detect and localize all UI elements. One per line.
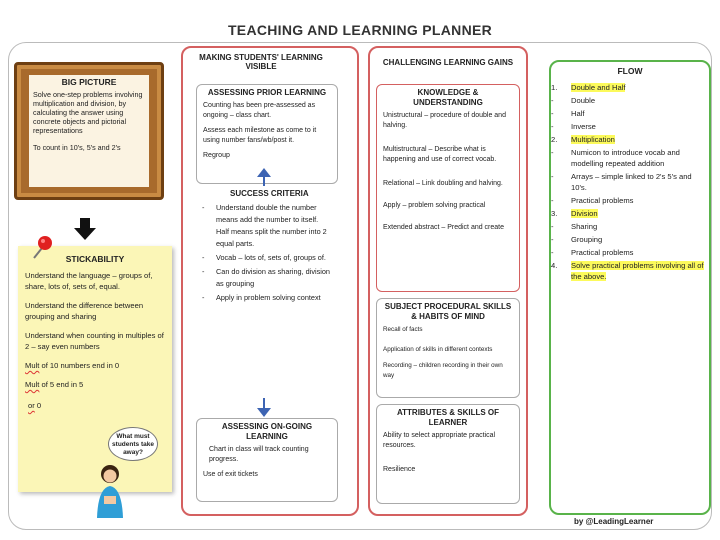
- prior-learning-text: Counting has been pre-assessed as ongoing – class chart.: [203, 102, 316, 119]
- flow-marker: -: [551, 109, 554, 118]
- flow-text: Division: [571, 209, 598, 218]
- flow-item: [551, 208, 709, 219]
- flow-marker: 4.: [551, 261, 558, 270]
- flow-marker: 1.: [551, 83, 558, 92]
- flow-marker: -: [551, 96, 554, 105]
- flow-text: Multiplication: [571, 135, 615, 144]
- success-criteria-list: [202, 202, 332, 304]
- procedural-skills-panel: [376, 298, 520, 398]
- or-text: 0: [34, 401, 42, 410]
- procedural-skills-heading: SUBJECT PROCEDURAL SKILLS & HABITS OF MIND: [384, 302, 512, 321]
- attributes-heading: ATTRIBUTES & SKILLS OF LEARNER: [396, 408, 500, 427]
- mult10-text: of 10 numbers end in 0: [39, 361, 120, 370]
- flow-item: [551, 247, 709, 258]
- big-picture-panel: [29, 75, 149, 187]
- student-figure-icon: [92, 462, 128, 518]
- flow-marker: -: [551, 148, 554, 157]
- flow-text: Half: [571, 109, 585, 118]
- knowledge-item: Unistructural – procedure of double and halving.: [383, 112, 506, 129]
- big-picture-heading: BIG PICTURE: [61, 77, 117, 87]
- ongoing-learning-panel: [196, 418, 338, 502]
- flow-item: [551, 134, 709, 145]
- criteria-item: - Apply in problem solving context: [202, 292, 332, 304]
- flow-text: Arrays – simple linked to 2's 5's and 10's.: [571, 172, 692, 192]
- stickability-item: Understand when counting in multiples of 2 – say even numbers: [25, 331, 164, 351]
- page-title: TEACHING AND LEARNING PLANNER: [227, 22, 493, 38]
- flow-text: Practical problems: [571, 196, 634, 205]
- success-criteria-heading: SUCCESS CRITERIA: [230, 189, 309, 198]
- prior-learning-text: Regroup: [203, 152, 230, 159]
- or-word: or: [28, 401, 35, 410]
- flow-marker: -: [551, 172, 554, 181]
- mult5-text: of 5 end in 5: [39, 380, 84, 389]
- knowledge-item: Extended abstract – Predict and create: [383, 224, 505, 231]
- skills-item: Application of skills in different contexts: [383, 346, 493, 353]
- credit-text: by @LeadingLearner: [574, 517, 654, 526]
- knowledge-item: Apply – problem solving practical: [383, 202, 486, 209]
- down-arrow-shaft: [263, 398, 265, 408]
- flow-marker: -: [551, 222, 554, 231]
- flow-item: [551, 121, 709, 132]
- stickability-or: [25, 400, 165, 411]
- down-arrow-blue-icon: [257, 408, 271, 417]
- success-criteria-panel: [196, 186, 338, 396]
- flow-item: [551, 234, 709, 245]
- flow-marker: 2.: [551, 135, 558, 144]
- flow-heading: FLOW: [617, 66, 643, 76]
- flow-marker: -: [551, 248, 554, 257]
- skills-item: Recording – children recording in their own way: [383, 362, 503, 379]
- big-picture-frame: [14, 62, 164, 200]
- flow-text: Practical problems: [571, 248, 634, 257]
- flow-column: [549, 60, 711, 515]
- knowledge-heading: KNOWLEDGE & UNDERSTANDING: [413, 88, 483, 107]
- attributes-panel: [376, 404, 520, 504]
- flow-text: Inverse: [571, 122, 596, 131]
- ongoing-learning-heading: ASSESSING ON-GOING LEARNING: [221, 422, 313, 441]
- ongoing-learning-text: Use of exit tickets: [203, 471, 258, 478]
- criteria-item: - Vocab – lots of, sets of, groups of.: [202, 252, 332, 264]
- attributes-item: Resilience: [383, 466, 416, 473]
- flow-item: [551, 221, 709, 232]
- knowledge-item: Relational – Link doubling and halving.: [383, 180, 503, 187]
- flow-marker: -: [551, 235, 554, 244]
- prior-learning-text: Assess each milestone as come to it using number fans/wb/post it.: [203, 127, 317, 144]
- flow-text: Grouping: [571, 235, 603, 244]
- flow-item: [551, 95, 709, 106]
- flow-item: [551, 195, 709, 206]
- flow-text: Solve practical problems involving all of the above.: [571, 261, 704, 281]
- flow-text: Numicon to introduce vocab and modelling repeated addition: [571, 148, 680, 168]
- stickability-item: Understand the language – groups of, share, lots of, sets of, equal.: [25, 271, 153, 291]
- flow-item: [551, 108, 709, 119]
- knowledge-item: Multistructural – Describe what is happening and use of correct vocab.: [383, 146, 497, 163]
- stickability-mult10: [25, 360, 165, 371]
- flow-item: [551, 171, 709, 193]
- mult-word: Mult: [25, 380, 40, 389]
- mult-word: Mult: [25, 361, 40, 370]
- up-arrow-shaft: [263, 176, 265, 186]
- flow-item: [551, 147, 709, 169]
- attributes-item: Ability to select appropriate practical resources.: [383, 432, 496, 449]
- flow-item: [551, 260, 709, 282]
- flow-text: Double: [571, 96, 596, 105]
- pushpin-icon: [30, 234, 54, 260]
- flow-item: [551, 82, 709, 93]
- flow-text: Double and Half: [571, 83, 626, 92]
- flow-marker: -: [551, 122, 554, 131]
- thought-bubble: What must students take away?: [108, 427, 158, 461]
- knowledge-panel: [376, 84, 520, 292]
- prior-learning-heading: ASSESSING PRIOR LEARNING: [207, 88, 327, 97]
- visible-learning-header: MAKING STUDENTS' LEARNING VISIBLE: [199, 53, 323, 71]
- ongoing-learning-text: Chart in class will track counting progress.: [209, 446, 309, 463]
- flow-text: Sharing: [571, 222, 598, 231]
- flow-list: [551, 82, 709, 282]
- criteria-item: - Understand double the number means add the number to itself. Half means split the number into 2 equal parts.: [202, 202, 332, 250]
- stickability-heading: STICKABILITY: [65, 254, 125, 264]
- skills-item: Recall of facts: [383, 326, 423, 333]
- flow-marker: 3.: [551, 209, 558, 218]
- stickability-item: Understand the difference between grouping and sharing: [25, 301, 144, 321]
- criteria-item: - Can do division as sharing, division as grouping: [202, 266, 332, 290]
- learning-gains-header: CHALLENGING LEARNING GAINS: [382, 58, 514, 67]
- big-picture-counting: To count in 10's, 5's and 2's: [33, 143, 121, 152]
- big-picture-objective: Solve one-step problems involving multiplication and division, by calculating the answer using concrete objects and pictorial representations: [33, 90, 143, 135]
- flow-marker: -: [551, 196, 554, 205]
- stickability-mult5: [25, 379, 165, 390]
